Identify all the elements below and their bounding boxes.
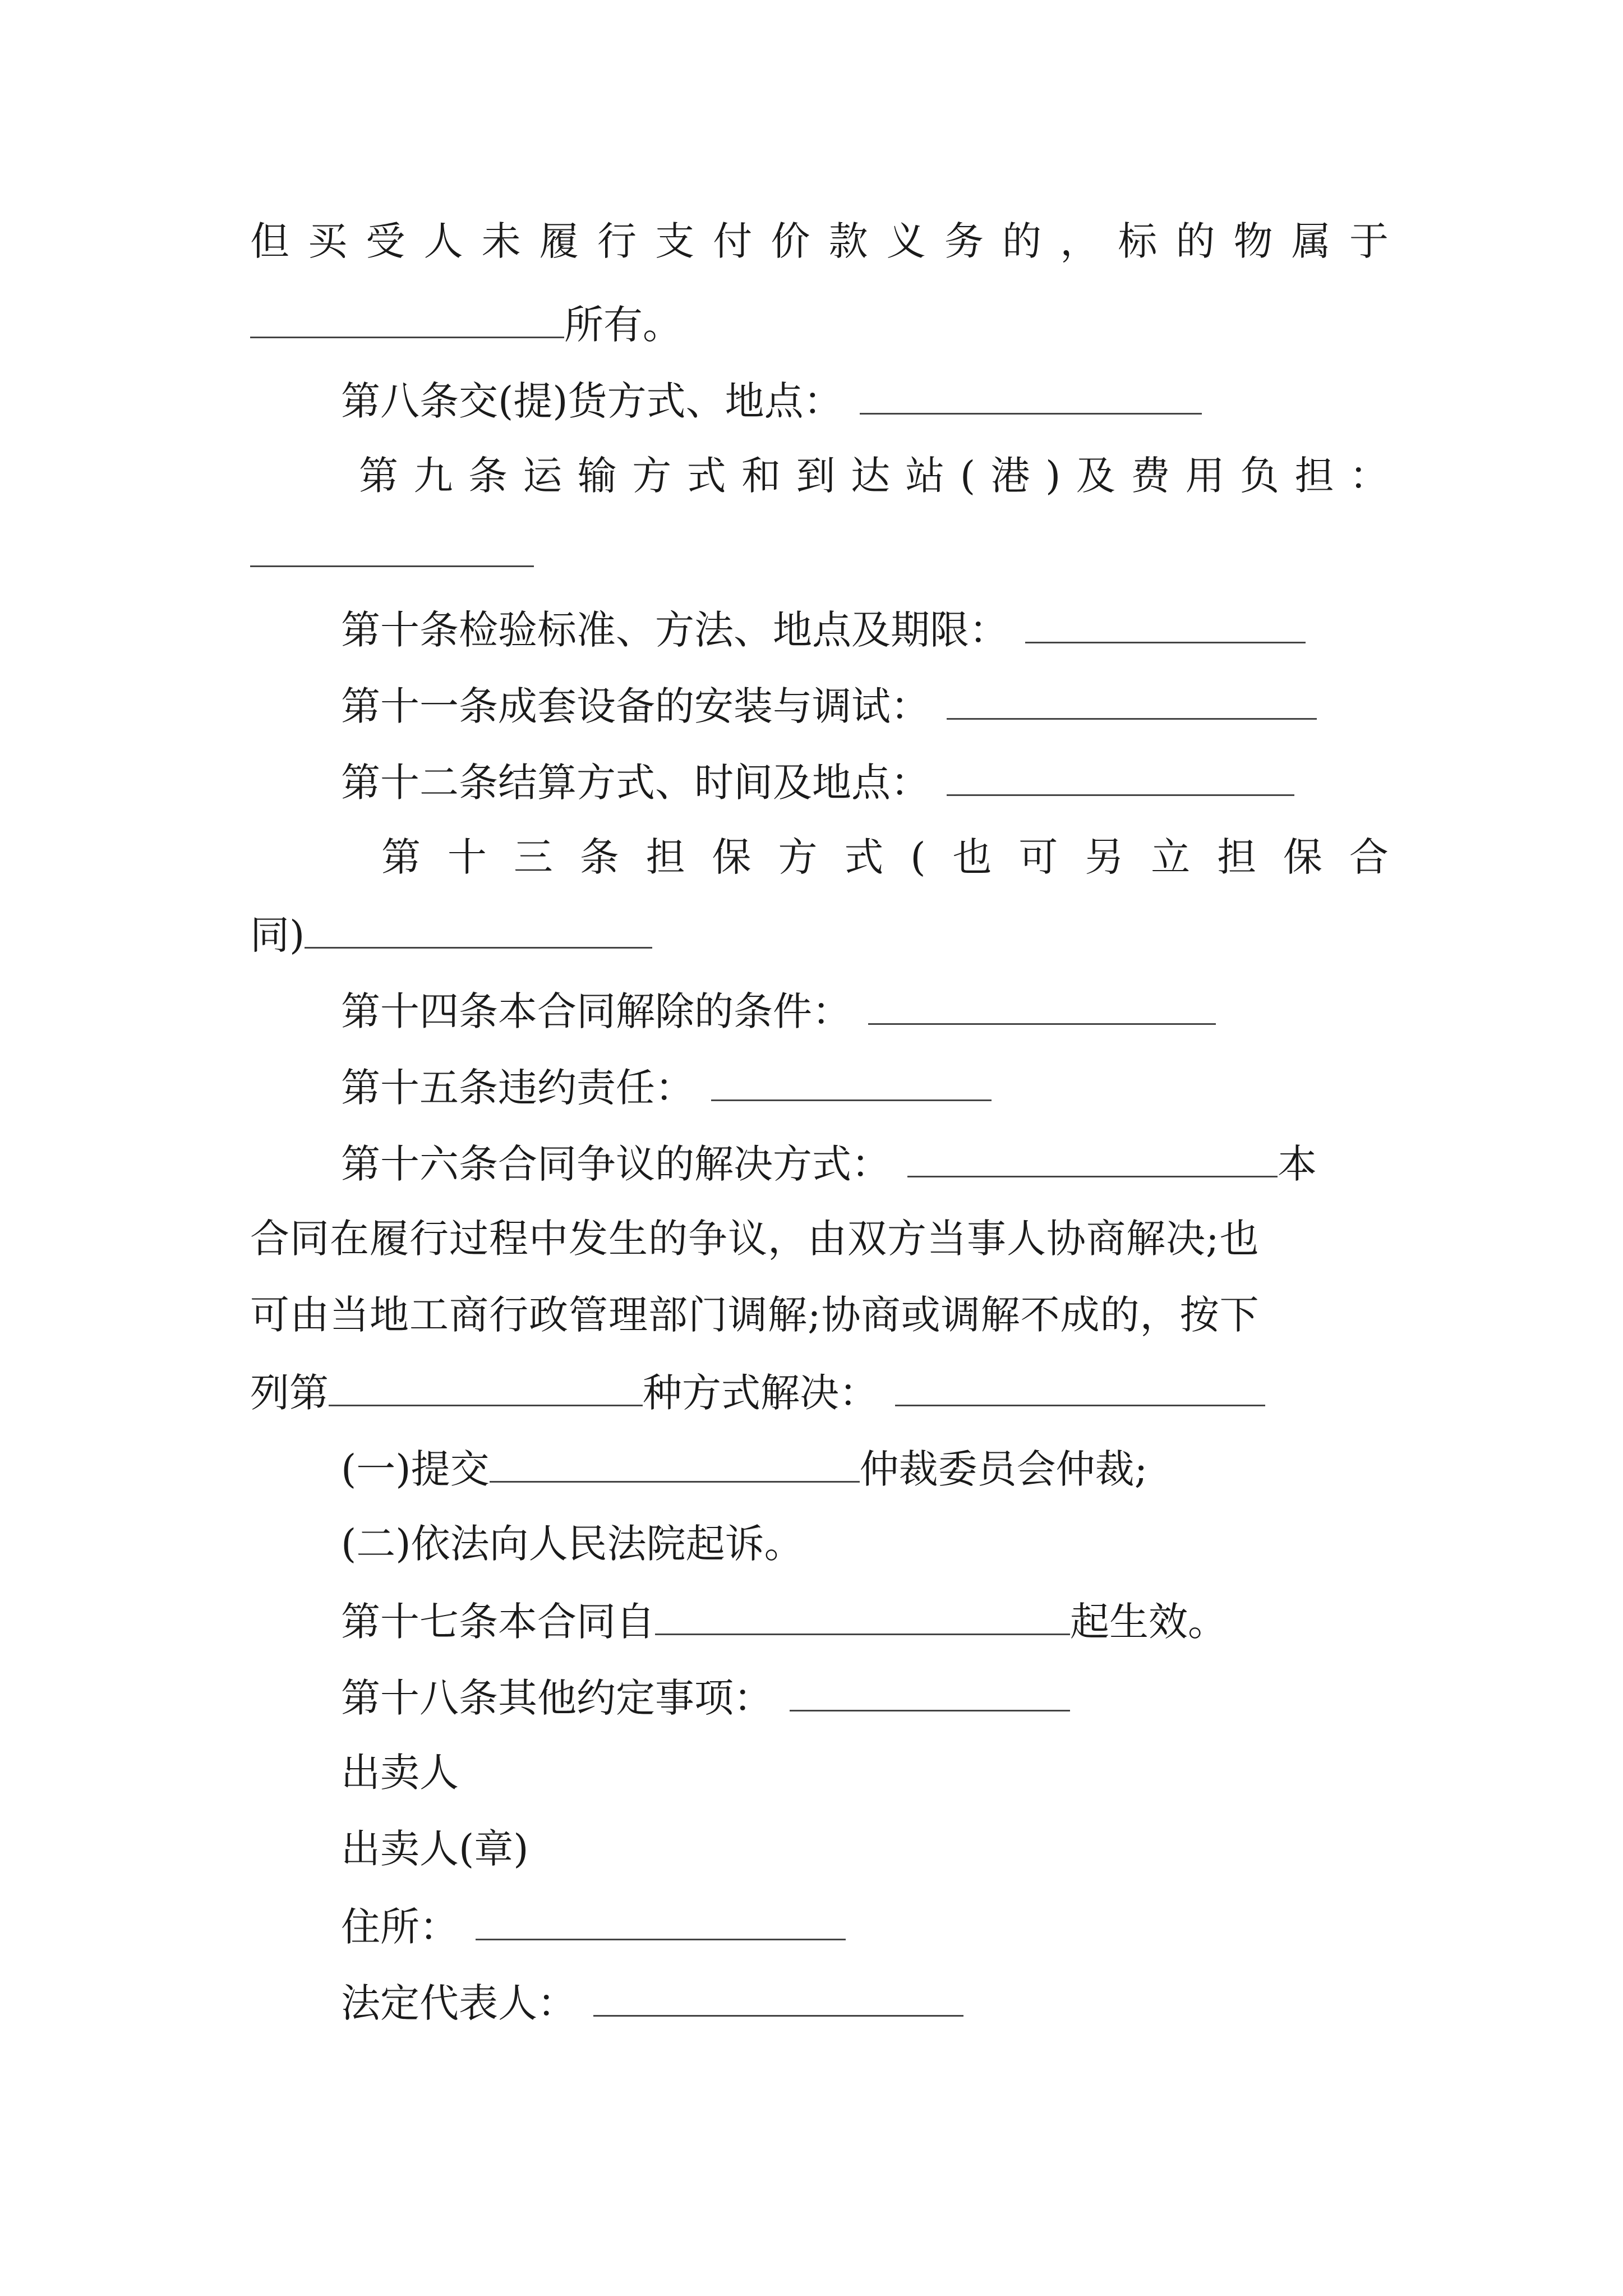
address-blank[interactable] — [476, 1898, 846, 1940]
text-char: 保 — [1283, 834, 1322, 880]
text-char: 站 — [905, 453, 945, 499]
text-char: 的 — [1002, 218, 1042, 264]
text-char: 务 — [944, 218, 984, 264]
text-char: 及 — [1076, 453, 1115, 499]
text-char: 人 — [423, 218, 463, 264]
clause-18-text: 第十八条其他约定事项： — [341, 1675, 773, 1721]
clause-16-line-4 — [250, 1364, 1389, 1418]
clause-16-blank[interactable] — [907, 1135, 1278, 1177]
text-char: 可 — [1018, 834, 1058, 880]
clause-11-text: 第十一条成套设备的安装与调试： — [341, 683, 930, 729]
text-char: 但 — [250, 218, 289, 264]
clause-16-suffix: 本 — [1278, 1141, 1317, 1187]
effective-date-blank[interactable] — [655, 1593, 1070, 1635]
clause-16-body-3-mid: 种方式解决： — [643, 1370, 878, 1416]
text-char: 十 — [447, 834, 487, 880]
text-char: 另 — [1085, 834, 1124, 880]
text-char: 条 — [468, 453, 508, 499]
clause-8-blank[interactable] — [860, 372, 1202, 415]
clause-16-line-3 — [250, 1288, 1389, 1342]
ownership-line — [250, 296, 1389, 350]
legal-rep-blank[interactable] — [593, 1975, 963, 2017]
text-char: 九 — [413, 453, 453, 499]
text-char: 立 — [1151, 834, 1191, 880]
clause-17-prefix: 第十七条本合同自 — [341, 1599, 655, 1645]
text-char: 属 — [1291, 218, 1331, 264]
clause-18 — [341, 1669, 1389, 1723]
text-char: 式 — [686, 453, 726, 499]
clause-16-body-1: 合同在履行过程中发生的争议，由双方当事人协商解决;也 — [250, 1216, 1260, 1262]
text-char: 付 — [713, 218, 753, 264]
clause-14-text: 第十四条本合同解除的条件： — [341, 988, 851, 1034]
clause-17-suffix: 起生效。 — [1070, 1599, 1227, 1645]
seller-seal — [341, 1822, 1389, 1876]
text-char: 价 — [771, 218, 810, 264]
seller-seal-label: 出卖人(章) — [341, 1826, 529, 1872]
clause-7-continuation-line — [250, 214, 1389, 268]
clause-13-continuation — [250, 907, 1389, 960]
clause-13-blank[interactable] — [305, 907, 652, 949]
text-char: 方 — [632, 453, 672, 499]
text-char: 履 — [539, 218, 579, 264]
text-char: 义 — [886, 218, 926, 264]
text-char: 担 — [645, 834, 685, 880]
seller-label: 出卖人 — [341, 1750, 459, 1796]
clause-16 — [341, 1135, 1389, 1189]
text-char: 用 — [1185, 453, 1225, 499]
seller-heading — [341, 1746, 1389, 1800]
clause-12-blank[interactable] — [947, 754, 1294, 796]
clause-16-line-2 — [250, 1212, 1389, 1266]
text-char: 也 — [952, 834, 992, 880]
text-char: 受 — [366, 218, 405, 264]
text-char: ， — [1060, 218, 1100, 264]
text-char: 费 — [1131, 453, 1170, 499]
option-1-suffix: 仲裁委员会仲裁; — [859, 1446, 1148, 1492]
clause-15 — [341, 1059, 1389, 1113]
text-char: 行 — [597, 218, 637, 264]
option-2-text: (二)依法向人民法院起诉。 — [341, 1521, 804, 1567]
text-char: 港 — [990, 453, 1030, 499]
text-char: 运 — [523, 453, 562, 499]
text-char: 合 — [1349, 834, 1389, 880]
text-char: 买 — [308, 218, 348, 264]
clause-16-body-2: 可由当地工商行政管理部门调解;协商或调解不成的，按下 — [250, 1292, 1260, 1338]
clause-15-blank[interactable] — [711, 1059, 992, 1101]
clause-16-body-3-prefix: 列第 — [250, 1370, 329, 1416]
legal-rep-field — [341, 1975, 1389, 2028]
clause-8 — [341, 372, 1389, 426]
clause-11-blank[interactable] — [947, 678, 1317, 720]
text-char: 担 — [1217, 834, 1257, 880]
arbitration-blank[interactable] — [490, 1441, 860, 1483]
clause-11 — [341, 678, 1389, 731]
owner-blank[interactable] — [250, 296, 564, 338]
text-char: 式 — [844, 834, 884, 880]
text-char: 到 — [796, 453, 836, 499]
clause-8-text: 第八条交(提)货方式、地点： — [341, 378, 843, 424]
clause-10-blank[interactable] — [1025, 601, 1306, 643]
text-char: 第 — [381, 834, 421, 880]
text-char: 条 — [579, 834, 619, 880]
address-field — [341, 1898, 1389, 1952]
clause-10-text: 第十条检验标准、方法、地点及期限： — [341, 607, 1008, 653]
clause-9 — [359, 449, 1389, 503]
text-char: ( — [960, 453, 976, 499]
clause-10 — [341, 601, 1389, 655]
text-char: 物 — [1233, 218, 1273, 264]
clause-12 — [341, 754, 1389, 808]
clause-12-text: 第十二条结算方式、时间及地点： — [341, 760, 930, 806]
address-label: 住所： — [341, 1904, 459, 1950]
text-char: 于 — [1349, 218, 1389, 264]
clause-18-blank[interactable] — [790, 1669, 1070, 1711]
clause-17 — [341, 1593, 1389, 1647]
text-char: ) — [1045, 453, 1061, 499]
text-char: ( — [910, 834, 926, 880]
option-1 — [341, 1441, 1389, 1494]
text-char: 的 — [1175, 218, 1215, 264]
option-1-prefix: (一)提交 — [341, 1446, 490, 1492]
clause-13 — [381, 830, 1389, 884]
ownership-suffix: 所有。 — [564, 302, 682, 348]
text-char: 款 — [828, 218, 868, 264]
text-char: 标 — [1118, 218, 1158, 264]
clause-15-text: 第十五条违约责任： — [341, 1065, 694, 1111]
clause-16-text: 第十六条合同争议的解决方式： — [341, 1141, 891, 1187]
clause-9-blank[interactable] — [250, 525, 534, 567]
text-char: 支 — [655, 218, 695, 264]
method-blank[interactable] — [895, 1364, 1265, 1406]
text-char: 第 — [359, 453, 398, 499]
text-char: ： — [1349, 453, 1389, 499]
clause-13-prefix: 同) — [250, 912, 305, 958]
text-char: 担 — [1294, 453, 1334, 499]
method-number-blank[interactable] — [329, 1364, 643, 1406]
text-char: 三 — [513, 834, 553, 880]
option-2 — [341, 1517, 1389, 1571]
clause-14 — [341, 983, 1389, 1037]
text-char: 和 — [741, 453, 781, 499]
legal-rep-label: 法定代表人： — [341, 1980, 577, 2026]
text-char: 未 — [481, 218, 521, 264]
clause-9-blank-line — [250, 525, 1389, 579]
clause-14-blank[interactable] — [868, 983, 1216, 1025]
text-char: 达 — [850, 453, 890, 499]
text-char: 输 — [577, 453, 617, 499]
text-char: 负 — [1240, 453, 1280, 499]
text-char: 保 — [712, 834, 751, 880]
text-char: 方 — [778, 834, 818, 880]
